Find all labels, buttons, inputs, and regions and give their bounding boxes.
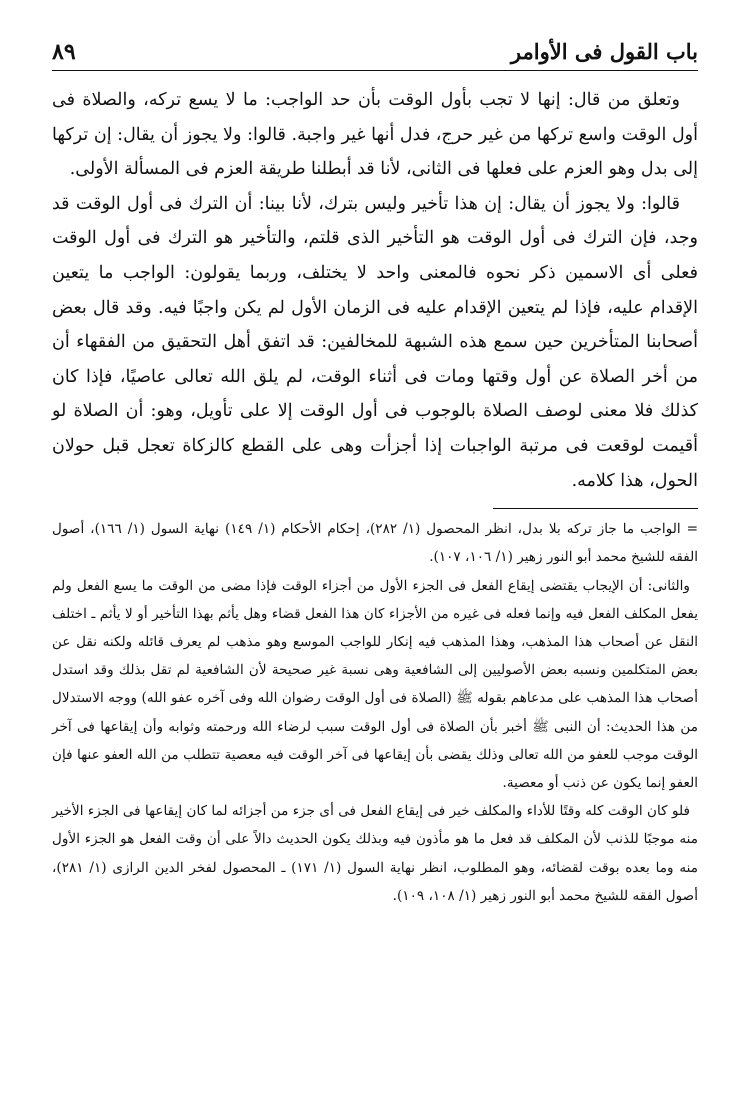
book-page [52, 34, 698, 910]
main-paragraph: قالوا: ولا يجوز أن يقال: إن هذا تأخير وليس بترك، لأنا بينا: أن الترك فى أول الوقت قد وجد، فإن الترك فى أول الوقت هو التأخير الذى قلتم، والتأخير هو الترك فى أول الوقت فعلى أى الاسمين ذكر نحوه فالمعنى واحد لا يختلف، وربما يقولون: الواجب ما يتعين الإقدام عليه، فإذا لم يتعين الإقدام عليه فى الزمان الأول لم يكن واجبًا فيه. وقد قال بعض أصحابنا المتأخرين حين سمع هذه الشبهة للمخالفين: قد اتفق أهل التحقيق من الفقهاء أن من أخر الصلاة عن أول وقتها ومات فى أثناء الوقت، لم يلق الله تعالى عاصيًا، فإذا كان كذلك فلا معنى لوصف الصلاة بالوجوب فى أول الوقت إلا على تأويل، وهو: أن الصلاة لو أقيمت لوقعت فى مرتبة الواجبات إذا أجزأت وهى على القطع كالزكاة تعجل قبل حولان الحول، هذا كلامه. [52, 193, 698, 491]
main-paragraph: وتعلق من قال: إنها لا تجب بأول الوقت بأن حد الواجب: ما لا يسع تركه، والصلاة فى أول الوقت واسع تركها من غير حرج، فدل أنها غير واجبة. قالوا: ولا يجوز أن يقال: إن تركها إلى بدل وهو العزم على فعلها فى الثانى، لأنا قد أبطلنا طريقة العزم فى المسألة الأولى. [52, 90, 698, 180]
footnote-paragraph: = الواجب ما جاز تركه بلا بدل، انظر المحصول (١/ ٢٨٢)، إحكام الأحكام (١/ ١٤٩) نهاية السول (١/ ١٦٦)، أصول الفقه للشيخ محمد أبو النور زهير (١/ ١٠٦، ١٠٧). [52, 521, 698, 566]
footnotes [52, 515, 698, 910]
page-number: ٨٩ [52, 39, 76, 65]
footnote-paragraph: والثانى: أن الإيجاب يقتضى إيقاع الفعل فى الجزء الأول من أجزاء الوقت فإذا مضى من الوقت ما يسع الفعل ولم يفعل المكلف الفعل فيه وإنما فعله فى غيره من الأجزاء كان هذا الفعل قضاء وهل يأثم بهذا التأخير أو لا يأثم ـ اختلف النقل عن أصحاب هذا المذهب، وهذا المذهب فيه إنكار للواجب الموسع وهو مذهب لم يعرف قائله ولكنه نقل عن بعض المتكلمين ونسبه بعض الأصوليين إلى الشافعية وهى نسبة غير صحيحة لأن الشافعية لم تقل بذلك وقد استدل أصحاب هذا المذهب على مدعاهم بقوله ﷺ (الصلاة فى أول الوقت رضوان الله وفى آخره عفو الله) ووجه الاستدلال من هذا الحديث: أن النبى ﷺ أخبر بأن الصلاة فى أول الوقت سبب لرضاء الله ورحمته وثوابه وأن إيقاعها فى آخر الوقت موجب للعفو من الله تعالى وذلك يقضى بأن إيقاعها فى آخر الوقت فيه معصية تتطلب من الله العفو عنها فإن العفو إنما يكون عن ذنب أو معصية. [52, 577, 698, 791]
running-head: باب القول فى الأوامر [510, 39, 698, 64]
page-header [52, 34, 698, 71]
main-text [52, 83, 698, 498]
footnote-separator [493, 508, 698, 509]
footnote-paragraph: فلو كان الوقت كله وقتًا للأداء والمكلف خير فى إيقاع الفعل فى أى جزء من أجزائه لما كان إيقاعها فى الجزء الأخير منه موجبًا للذنب لأن المكلف قد فعل ما هو مأذون فيه وبذلك يكون الحديث دالاً على أن وقت الفعل هو الجزء الأول منه وما بعده بوقت لقضائه، وهو المطلوب، انظر نهاية السول (١/ ١٧١) ـ المحصول لفخر الدين الرازى (١/ ٢٨١)، أصول الفقه للشيخ محمد أبو النور زهير (١/ ١٠٨، ١٠٩). [52, 803, 698, 904]
